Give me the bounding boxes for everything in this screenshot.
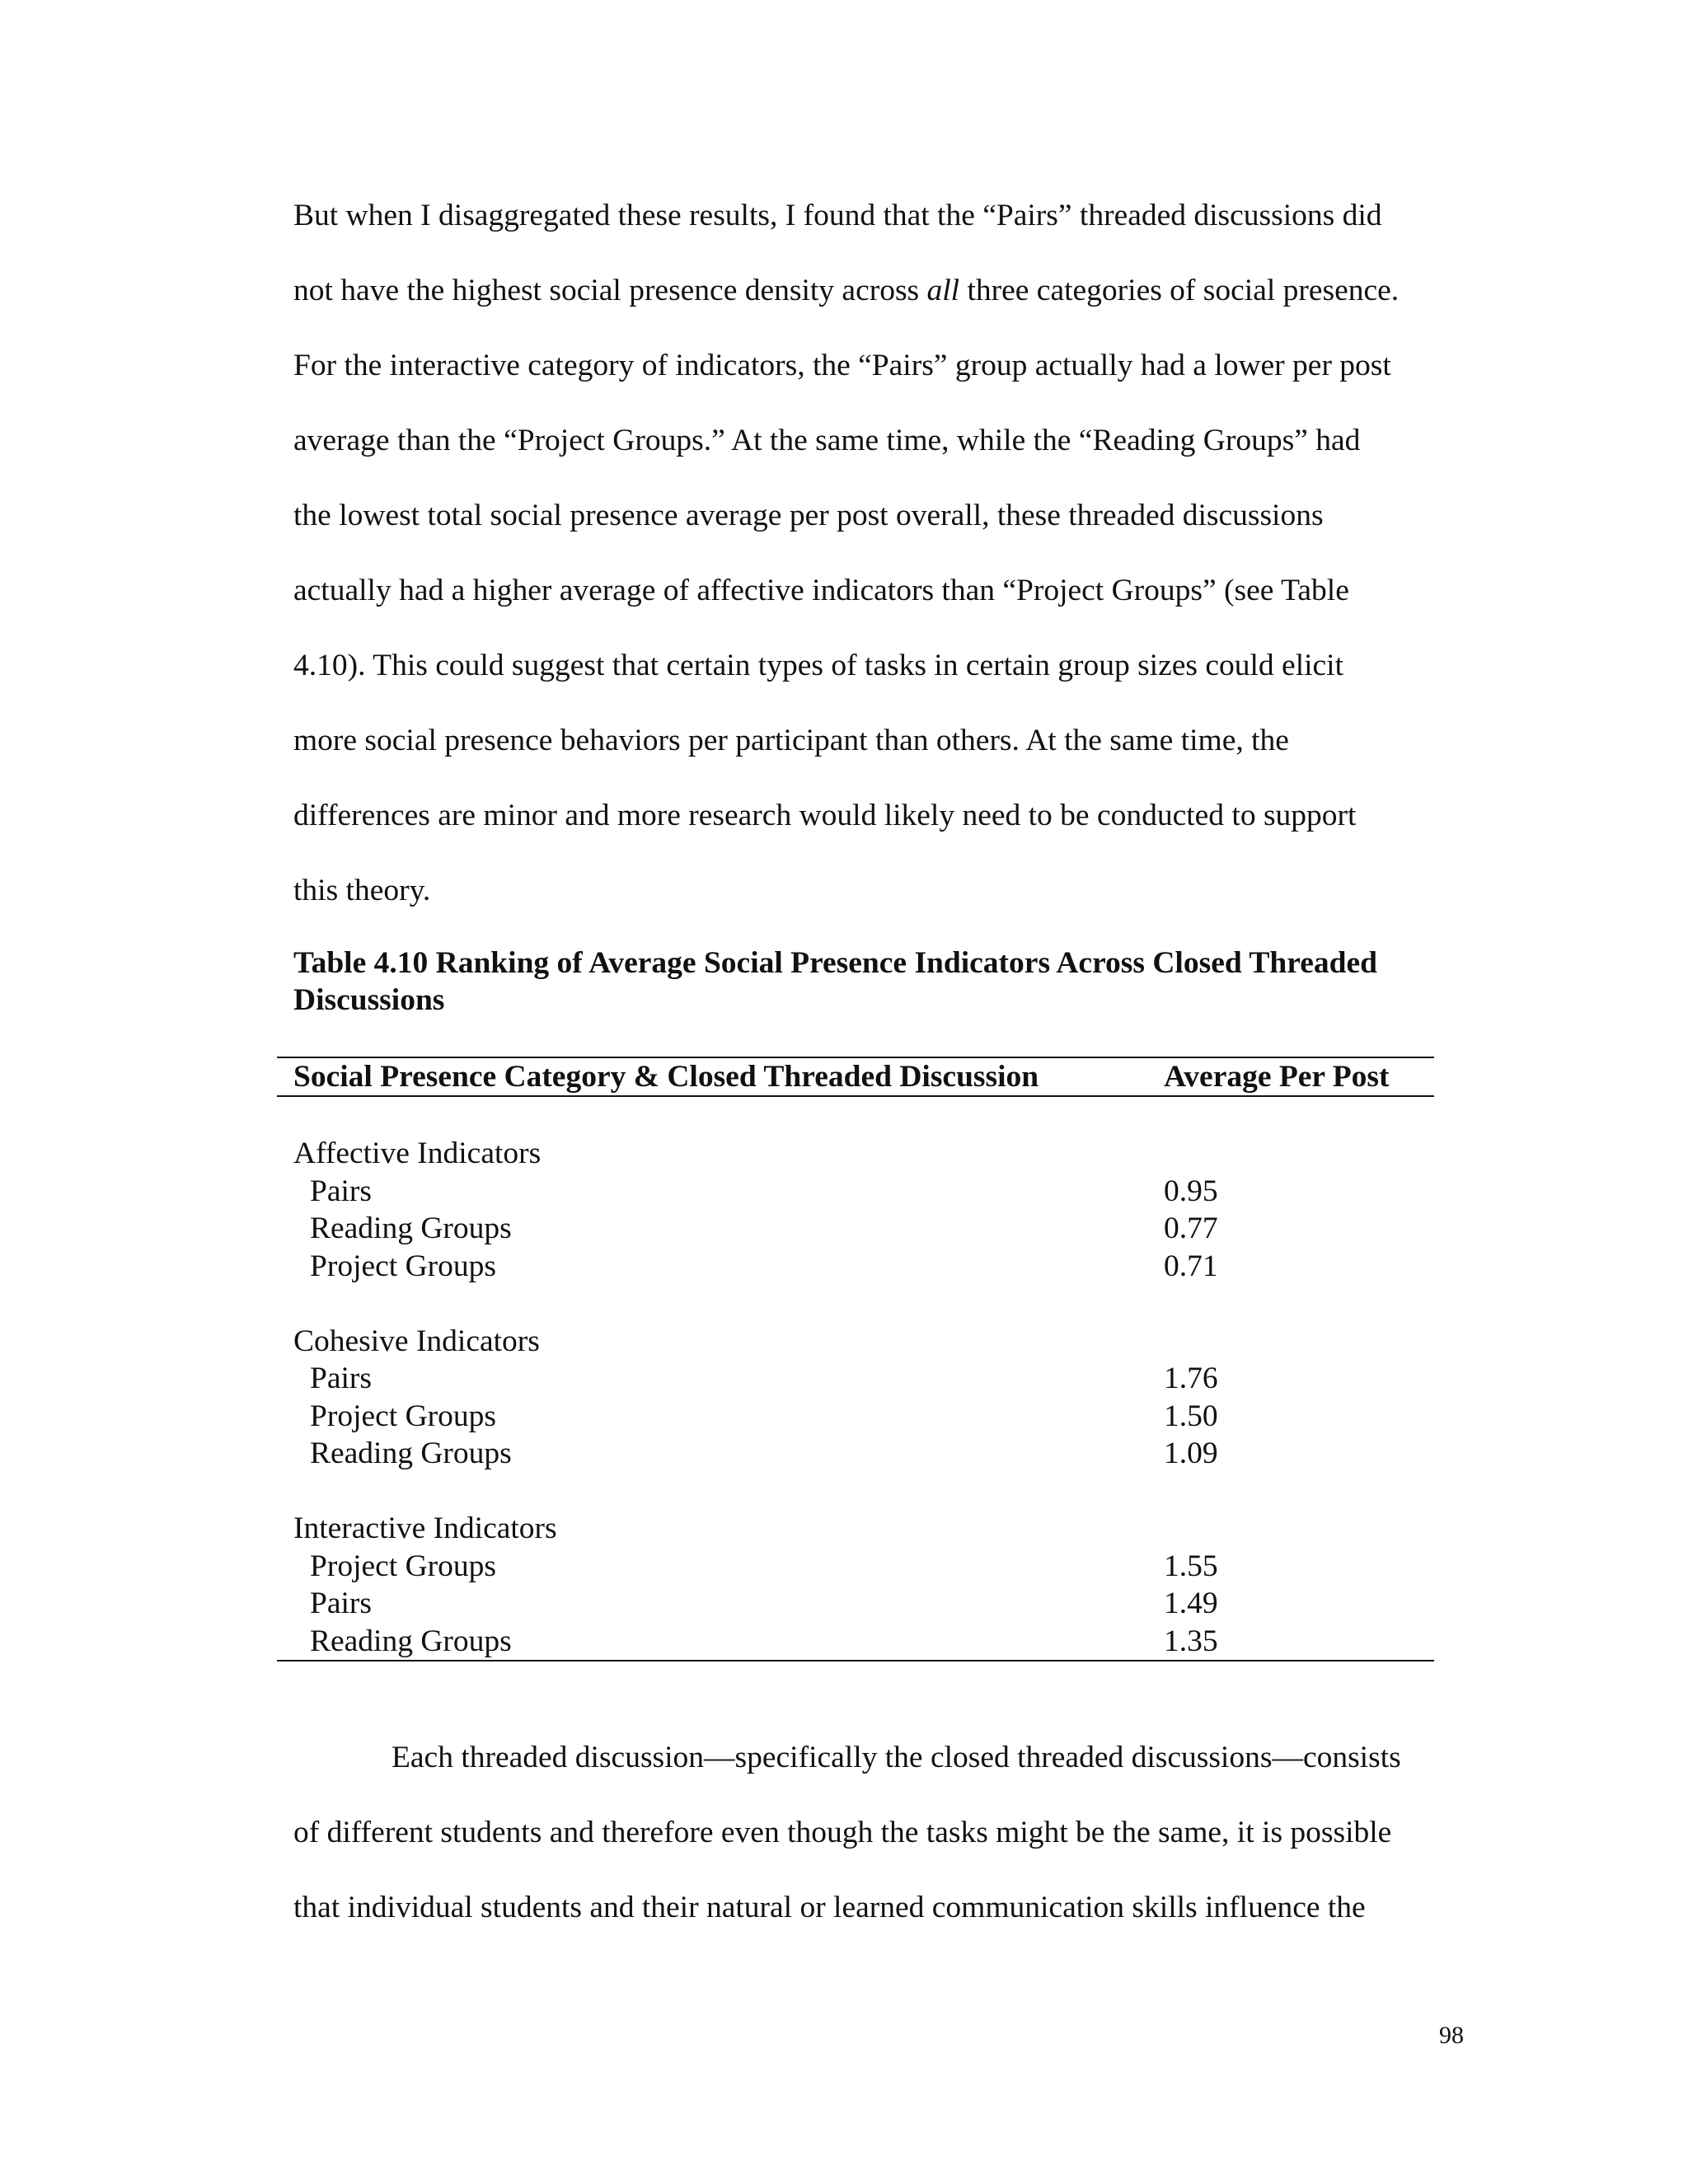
table-body — [293, 1135, 1431, 1698]
table-group-cohesive — [293, 1323, 1431, 1473]
row-label: Reading Groups — [310, 1624, 512, 1658]
row-label: Reading Groups — [310, 1436, 512, 1470]
row-label: Reading Groups — [310, 1212, 512, 1245]
body-paragraph-1 — [293, 178, 1464, 928]
row-value: 1.76 — [1164, 1361, 1218, 1395]
page-number: 98 — [1439, 2022, 1464, 2049]
body-paragraph-2 — [293, 1720, 1464, 1945]
table-category-row — [293, 1135, 1431, 1173]
table-row — [293, 1248, 1431, 1286]
table-row — [293, 1623, 1431, 1661]
table-row — [293, 1360, 1431, 1398]
paragraph-line: of different students and therefore even though the tasks might be the same, it is possible — [293, 1816, 1392, 1849]
category-label: Interactive Indicators — [293, 1511, 557, 1545]
category-label: Cohesive Indicators — [293, 1324, 540, 1358]
row-label: Pairs — [310, 1586, 372, 1620]
paragraph-line: 4.10). This could suggest that certain types of tasks in certain group sizes could elicit — [293, 649, 1344, 682]
table-category-row — [293, 1510, 1431, 1548]
table-header-category: Social Presence Category & Closed Threaded Discussion — [293, 1060, 1039, 1094]
paragraph-line: more social presence behaviors per participant than others. At the same time, the — [293, 724, 1289, 757]
row-value: 1.55 — [1164, 1549, 1218, 1583]
table-row — [293, 1398, 1431, 1436]
table-row — [293, 1435, 1431, 1473]
table-group-affective — [293, 1135, 1431, 1285]
row-label: Project Groups — [310, 1549, 497, 1583]
row-label: Pairs — [310, 1174, 372, 1208]
paragraph-line: Each threaded discussion—specifically the closed threaded discussions—consists — [392, 1741, 1401, 1774]
paragraph-line: the lowest total social presence average per post overall, these threaded discussions — [293, 499, 1324, 532]
row-label: Project Groups — [310, 1249, 497, 1283]
paragraph-line: For the interactive category of indicators, the “Pairs” group actually had a lower per post — [293, 349, 1391, 382]
paragraph-line: not have the highest social presence density across all three categories of social presence. — [293, 274, 1400, 307]
paragraph-line: average than the “Project Groups.” At the same time, while the “Reading Groups” had — [293, 424, 1361, 457]
paragraph-line: But when I disaggregated these results, I found that the “Pairs” threaded discussions did — [293, 199, 1382, 232]
row-value: 0.95 — [1164, 1174, 1218, 1208]
table-category-row — [293, 1323, 1431, 1361]
table-bottom-rule — [277, 1660, 1434, 1661]
emphasis-text: all — [926, 274, 960, 307]
paragraph-line: differences are minor and more research would likely need to be conducted to support — [293, 799, 1357, 832]
row-value: 1.09 — [1164, 1436, 1218, 1470]
row-label: Project Groups — [310, 1399, 497, 1433]
table-row — [293, 1585, 1431, 1623]
caption-line: Table 4.10 Ranking of Average Social Presence Indicators Across Closed Threaded — [293, 946, 1377, 980]
table-row — [293, 1548, 1431, 1586]
row-label: Pairs — [310, 1361, 372, 1395]
row-value: 1.49 — [1164, 1586, 1218, 1620]
row-value: 0.71 — [1164, 1249, 1218, 1283]
table-header-average: Average Per Post — [1164, 1060, 1390, 1094]
table-row — [293, 1210, 1431, 1248]
paragraph-line: actually had a higher average of affective indicators than “Project Groups” (see Table — [293, 574, 1349, 607]
caption-line: Discussions — [293, 983, 445, 1017]
table-group-interactive — [293, 1510, 1431, 1660]
paragraph-line: that individual students and their natural or learned communication skills influence the — [293, 1891, 1366, 1924]
row-value: 0.77 — [1164, 1212, 1218, 1245]
table-caption — [293, 944, 1464, 1019]
category-label: Affective Indicators — [293, 1137, 542, 1170]
table-top-rule — [277, 1057, 1434, 1058]
row-value: 1.50 — [1164, 1399, 1218, 1433]
row-value: 1.35 — [1164, 1624, 1218, 1658]
paragraph-line: this theory. — [293, 874, 431, 907]
table-header-rule — [277, 1095, 1434, 1097]
table-row — [293, 1173, 1431, 1211]
